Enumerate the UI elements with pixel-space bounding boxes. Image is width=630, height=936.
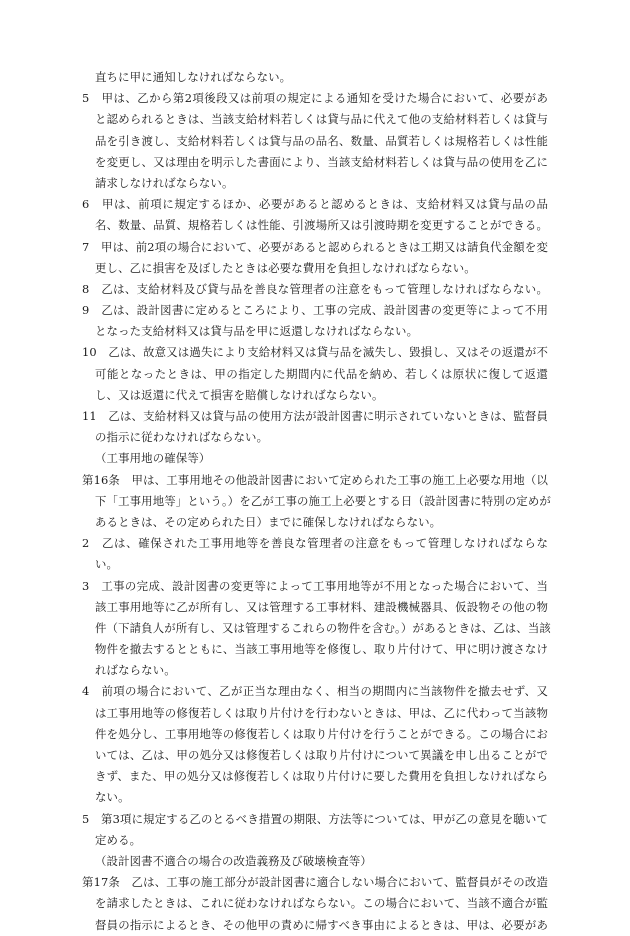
text-line: と認められるときは、当該支給材料若しくは貸与品に代えて他の支給材料若しくは貸与 <box>95 112 548 127</box>
text-line: 直ちに甲に通知しなければならない。 <box>95 70 292 84</box>
text-line: ればならない。 <box>95 663 176 678</box>
text-line: い。 <box>95 557 119 572</box>
text-line: となった支給材料又は貸与品を甲に返還しなければならない。 <box>95 324 419 339</box>
paragraph-2-line: 2 乙は、確保された工事用地等を善良な管理者の注意をもって管理しなければならな <box>82 536 548 551</box>
text-line: あるときは、その定められた日）までに確保しなければならない。 <box>95 514 442 529</box>
paragraph-10-line: 10 乙は、故意又は過失により支給材料又は貸与品を滅失し、毀損し、又はその返還が不 <box>82 345 548 360</box>
text-line: きず、また、甲の処分又は修復若しくは取り片付けに要した費用を負担しなければなら <box>95 769 548 784</box>
text-line: 物件を撤去するとともに、当該工事用地等を修復し、取り片付けて、甲に明け渡さなけ <box>95 642 548 657</box>
text-line: 件（下請負人が所有し、又は管理するこれらの物件を含む。）があるときは、乙は、当該 <box>95 620 551 635</box>
text-line: 名、数量、品質、規格若しくは性能、引渡場所又は引渡時期を変更することができる。 <box>95 218 548 233</box>
article-16-line: 第16条 甲は、工事用地その他設計図書において定められた工事の施工上必要な用地（以 <box>82 472 548 487</box>
paragraph-3-line: 3 工事の完成、設計図書の変更等によって工事用地等が不用となった場合において、当 <box>82 578 548 593</box>
paragraph-7-line: 7 甲は、前2項の場合において、必要があると認められるときは工期又は請負代金額を変 <box>82 239 548 254</box>
paragraph-6-line: 6 甲は、前項に規定するほか、必要があると認めるときは、支給材料又は貸与品の品 <box>82 197 548 212</box>
section-heading: （設計図書不適合の場合の改造義務及び破壊検査等） <box>95 853 372 868</box>
text-line: ない。 <box>95 790 130 805</box>
paragraph-4-line: 4 前項の場合において、乙が正当な理由なく、相当の期間内に当該物件を撤去せず、又 <box>82 684 548 699</box>
text-line: 督員の指示によるとき、その他甲の責めに帰すべき事由によるときは、甲は、必要があ <box>95 917 548 932</box>
text-line: 定める。 <box>95 832 142 847</box>
text-line: を変更し、又は理由を明示した書面により、当該支給材料若しくは貸与品の使用を乙に <box>95 154 548 169</box>
text-line: 品を引き渡し、支給材料若しくは貸与品の品名、数量、品質若しくは規格若しくは性能 <box>95 133 548 148</box>
text-line: 件を処分し、工事用地等の修復若しくは取り片付けを行うことができる。この場合にお <box>95 726 548 741</box>
text-line: いては、乙は、甲の処分又は修復若しくは取り片付けについて異議を申し出ることがで <box>95 748 548 762</box>
paragraph-11-line: 11 乙は、支給材料又は貸与品の使用方法が設計図書に明示されていないときは、監督員 <box>82 409 548 423</box>
paragraph-5-line: 5 甲は、乙から第2項後段又は前項の規定による通知を受けた場合において、必要があ <box>82 91 548 106</box>
text-line: し、又は返還に代えて損害を賠償しなければならない。 <box>95 387 384 402</box>
paragraph-9-line: 9 乙は、設計図書に定めるところにより、工事の完成、設計図書の変更等によって不用 <box>82 303 548 318</box>
article-17-line: 第17条 乙は、工事の施工部分が設計図書に適合しない場合において、監督員がその改造 <box>82 875 548 890</box>
text-line: を請求したときは、これに従わなければならない。この場合において、当該不適合が監 <box>95 896 548 911</box>
text-line: 可能となったときは、甲の指定した期間内に代品を納め、若しくは原状に復して返還 <box>95 366 548 381</box>
paragraph-8-line: 8 乙は、支給材料及び貸与品を善良な管理者の注意をもって管理しなければならない。 <box>82 281 548 296</box>
text-line: 更し、乙に損害を及ぼしたときは必要な費用を負担しなければならない。 <box>95 260 476 275</box>
text-line: の指示に従わなければならない。 <box>95 430 269 445</box>
paragraph-5-line: 5 第3項に規定する乙のとるべき措置の期限、方法等については、甲が乙の意見を聴いて <box>82 811 548 826</box>
section-heading: （工事用地の確保等） <box>95 451 211 466</box>
text-line: 該工事用地等に乙が所有し、又は管理する工事材料、建設機械器具、仮設物その他の物 <box>95 599 548 614</box>
text-line: 請求しなければならない。 <box>95 175 234 190</box>
text-line: は工事用地等の修復若しくは取り片付けを行わないときは、甲は、乙に代わって当該物 <box>95 705 548 720</box>
text-line: 下「工事用地等」という。）を乙が工事の施工上必要とする日（設計図書に特別の定めが <box>95 493 551 508</box>
